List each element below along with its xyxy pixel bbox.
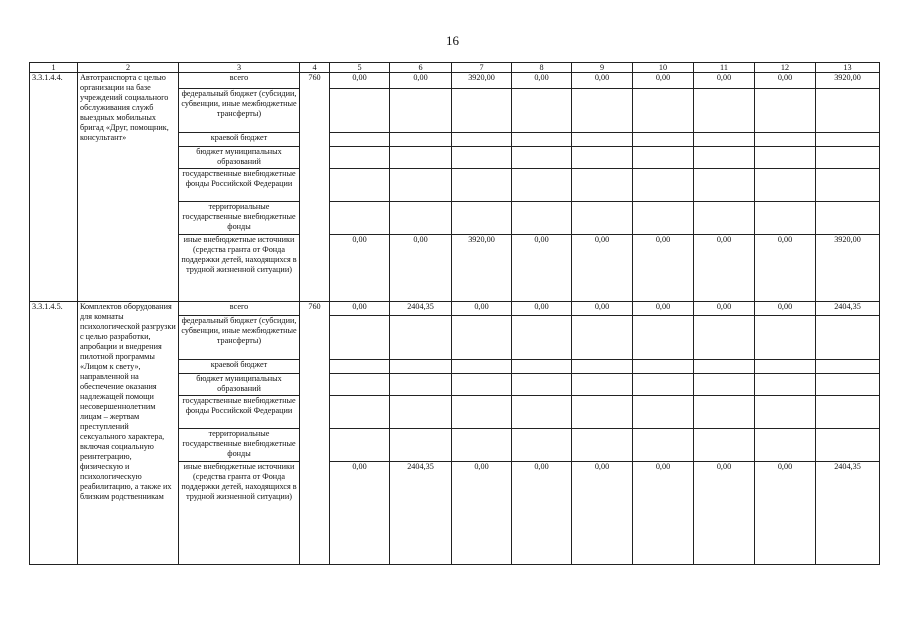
- column-header: 7: [452, 63, 512, 73]
- empty-cell: [694, 374, 755, 396]
- empty-cell: [572, 374, 633, 396]
- empty-cell: [816, 169, 880, 202]
- empty-cell: [694, 316, 755, 360]
- empty-cell: [694, 89, 755, 133]
- value-cell: 0,00: [330, 235, 390, 302]
- value-cell: 0,00: [755, 73, 816, 89]
- column-header: 6: [390, 63, 452, 73]
- empty-cell: [816, 133, 880, 147]
- empty-cell: [572, 147, 633, 169]
- value-cell: 3920,00: [452, 73, 512, 89]
- column-header: 10: [633, 63, 694, 73]
- empty-cell: [816, 316, 880, 360]
- empty-cell: [755, 316, 816, 360]
- empty-cell: [633, 133, 694, 147]
- empty-cell: [512, 169, 572, 202]
- empty-cell: [633, 360, 694, 374]
- value-cell: 0,00: [755, 235, 816, 302]
- value-cell: 0,00: [390, 73, 452, 89]
- value-cell: 2404,35: [390, 462, 452, 565]
- empty-cell: [330, 360, 390, 374]
- column-header: 13: [816, 63, 880, 73]
- empty-cell: [816, 360, 880, 374]
- value-cell: 3920,00: [816, 235, 880, 302]
- empty-cell: [694, 202, 755, 235]
- empty-cell: [330, 202, 390, 235]
- value-cell: 0,00: [755, 462, 816, 565]
- value-cell: 0,00: [633, 73, 694, 89]
- empty-cell: [694, 396, 755, 429]
- value-cell: 0,00: [452, 462, 512, 565]
- empty-cell: [452, 202, 512, 235]
- empty-cell: [694, 360, 755, 374]
- source-label: федеральный бюджет (субсидии, субвенции, иные межбюджетные трансферты): [179, 316, 300, 360]
- value-cell: 0,00: [512, 235, 572, 302]
- empty-cell: [452, 396, 512, 429]
- budget-table: [29, 62, 880, 565]
- empty-cell: [512, 374, 572, 396]
- value-cell: 0,00: [633, 462, 694, 565]
- column-header: 2: [78, 63, 179, 73]
- empty-cell: [452, 374, 512, 396]
- empty-cell: [452, 429, 512, 462]
- empty-cell: [512, 133, 572, 147]
- empty-cell: [816, 429, 880, 462]
- empty-cell: [572, 316, 633, 360]
- empty-cell: [330, 147, 390, 169]
- value-cell: 0,00: [633, 235, 694, 302]
- empty-cell: [512, 360, 572, 374]
- value-cell: 3920,00: [816, 73, 880, 89]
- empty-cell: [633, 316, 694, 360]
- empty-cell: [816, 89, 880, 133]
- empty-cell: [816, 202, 880, 235]
- col4-value: 760: [300, 302, 330, 565]
- empty-cell: [452, 89, 512, 133]
- value-cell: 0,00: [512, 302, 572, 316]
- empty-cell: [512, 202, 572, 235]
- empty-cell: [572, 429, 633, 462]
- empty-cell: [755, 429, 816, 462]
- value-cell: 0,00: [694, 462, 755, 565]
- empty-cell: [694, 169, 755, 202]
- source-label: территориальные государственные внебюджетные фонды: [179, 202, 300, 235]
- source-label: краевой бюджет: [179, 133, 300, 147]
- activity-name: Комплектов оборудования для комнаты психологической разгрузки с целью разработки, апробации и внедрения пилотной программы «Лицом к свету», направленной на обеспечение оказания надлежащей помощи несовершеннолетним лицам – жертвам преступлений сексуального характера, включая социальную реинтеграцию, физическую и психологическую реабилитацию, а также их близким родственникам: [78, 302, 179, 565]
- empty-cell: [390, 89, 452, 133]
- empty-cell: [694, 133, 755, 147]
- column-header: 12: [755, 63, 816, 73]
- table-row: [30, 302, 880, 316]
- value-cell: 3920,00: [452, 235, 512, 302]
- activity-code: 3.3.1.4.5.: [30, 302, 78, 565]
- page-number: 16: [446, 33, 459, 48]
- value-cell: 0,00: [572, 462, 633, 565]
- source-label: краевой бюджет: [179, 360, 300, 374]
- value-cell: 0,00: [330, 462, 390, 565]
- empty-cell: [572, 360, 633, 374]
- empty-cell: [755, 147, 816, 169]
- empty-cell: [512, 429, 572, 462]
- empty-cell: [572, 396, 633, 429]
- empty-cell: [390, 316, 452, 360]
- value-cell: 0,00: [330, 302, 390, 316]
- source-label: бюджет муниципальных образований: [179, 147, 300, 169]
- empty-cell: [452, 169, 512, 202]
- value-cell: 2404,35: [390, 302, 452, 316]
- source-label: иные внебюджетные источники (средства гранта от Фонда поддержки детей, находящихся в трудной жизненной ситуации): [179, 462, 300, 565]
- value-cell: 0,00: [512, 73, 572, 89]
- empty-cell: [512, 316, 572, 360]
- source-label: бюджет муниципальных образований: [179, 374, 300, 396]
- empty-cell: [755, 89, 816, 133]
- empty-cell: [390, 374, 452, 396]
- empty-cell: [512, 89, 572, 133]
- activity-code: 3.3.1.4.4.: [30, 73, 78, 302]
- empty-cell: [390, 360, 452, 374]
- empty-cell: [452, 316, 512, 360]
- value-cell: 0,00: [694, 73, 755, 89]
- empty-cell: [330, 89, 390, 133]
- empty-cell: [633, 429, 694, 462]
- activity-name: Автотранспорта с целью организации на базе учреждений социального обслуживания служб выездных мобильных бригад «Друг, помощник, консультант»: [78, 73, 179, 302]
- empty-cell: [330, 169, 390, 202]
- empty-cell: [755, 202, 816, 235]
- empty-cell: [572, 169, 633, 202]
- empty-cell: [452, 133, 512, 147]
- source-label: всего: [179, 302, 300, 316]
- empty-cell: [390, 133, 452, 147]
- source-label: государственные внебюджетные фонды Российской Федерации: [179, 169, 300, 202]
- value-cell: 0,00: [694, 235, 755, 302]
- empty-cell: [390, 169, 452, 202]
- empty-cell: [755, 396, 816, 429]
- empty-cell: [755, 133, 816, 147]
- empty-cell: [390, 202, 452, 235]
- empty-cell: [694, 147, 755, 169]
- empty-cell: [816, 374, 880, 396]
- empty-cell: [694, 429, 755, 462]
- empty-cell: [816, 396, 880, 429]
- column-header: 4: [300, 63, 330, 73]
- value-cell: 0,00: [512, 462, 572, 565]
- empty-cell: [755, 374, 816, 396]
- empty-cell: [633, 89, 694, 133]
- empty-cell: [816, 147, 880, 169]
- empty-cell: [572, 89, 633, 133]
- empty-cell: [633, 396, 694, 429]
- empty-cell: [512, 396, 572, 429]
- empty-cell: [633, 202, 694, 235]
- source-label: всего: [179, 73, 300, 89]
- source-label: иные внебюджетные источники (средства гранта от Фонда поддержки детей, находящихся в трудной жизненной ситуации): [179, 235, 300, 302]
- column-header: 3: [179, 63, 300, 73]
- value-cell: 0,00: [330, 73, 390, 89]
- header-row: [30, 63, 880, 73]
- value-cell: 0,00: [572, 235, 633, 302]
- empty-cell: [330, 133, 390, 147]
- column-header: 5: [330, 63, 390, 73]
- empty-cell: [330, 374, 390, 396]
- empty-cell: [330, 316, 390, 360]
- value-cell: 0,00: [572, 302, 633, 316]
- empty-cell: [572, 202, 633, 235]
- value-cell: 0,00: [452, 302, 512, 316]
- empty-cell: [512, 147, 572, 169]
- empty-cell: [390, 147, 452, 169]
- source-label: государственные внебюджетные фонды Российской Федерации: [179, 396, 300, 429]
- empty-cell: [633, 147, 694, 169]
- value-cell: 0,00: [755, 302, 816, 316]
- source-label: федеральный бюджет (субсидии, субвенции, иные межбюджетные трансферты): [179, 89, 300, 133]
- value-cell: 2404,35: [816, 462, 880, 565]
- empty-cell: [755, 360, 816, 374]
- empty-cell: [390, 396, 452, 429]
- source-label: территориальные государственные внебюджетные фонды: [179, 429, 300, 462]
- empty-cell: [572, 133, 633, 147]
- value-cell: 0,00: [572, 73, 633, 89]
- column-header: 9: [572, 63, 633, 73]
- col4-value: 760: [300, 73, 330, 302]
- column-header: 11: [694, 63, 755, 73]
- empty-cell: [330, 429, 390, 462]
- table-row: [30, 73, 880, 89]
- value-cell: 2404,35: [816, 302, 880, 316]
- empty-cell: [390, 429, 452, 462]
- empty-cell: [633, 169, 694, 202]
- empty-cell: [330, 396, 390, 429]
- value-cell: 0,00: [694, 302, 755, 316]
- empty-cell: [452, 147, 512, 169]
- empty-cell: [633, 374, 694, 396]
- column-header: 8: [512, 63, 572, 73]
- empty-cell: [452, 360, 512, 374]
- column-header: 1: [30, 63, 78, 73]
- empty-cell: [755, 169, 816, 202]
- value-cell: 0,00: [390, 235, 452, 302]
- value-cell: 0,00: [633, 302, 694, 316]
